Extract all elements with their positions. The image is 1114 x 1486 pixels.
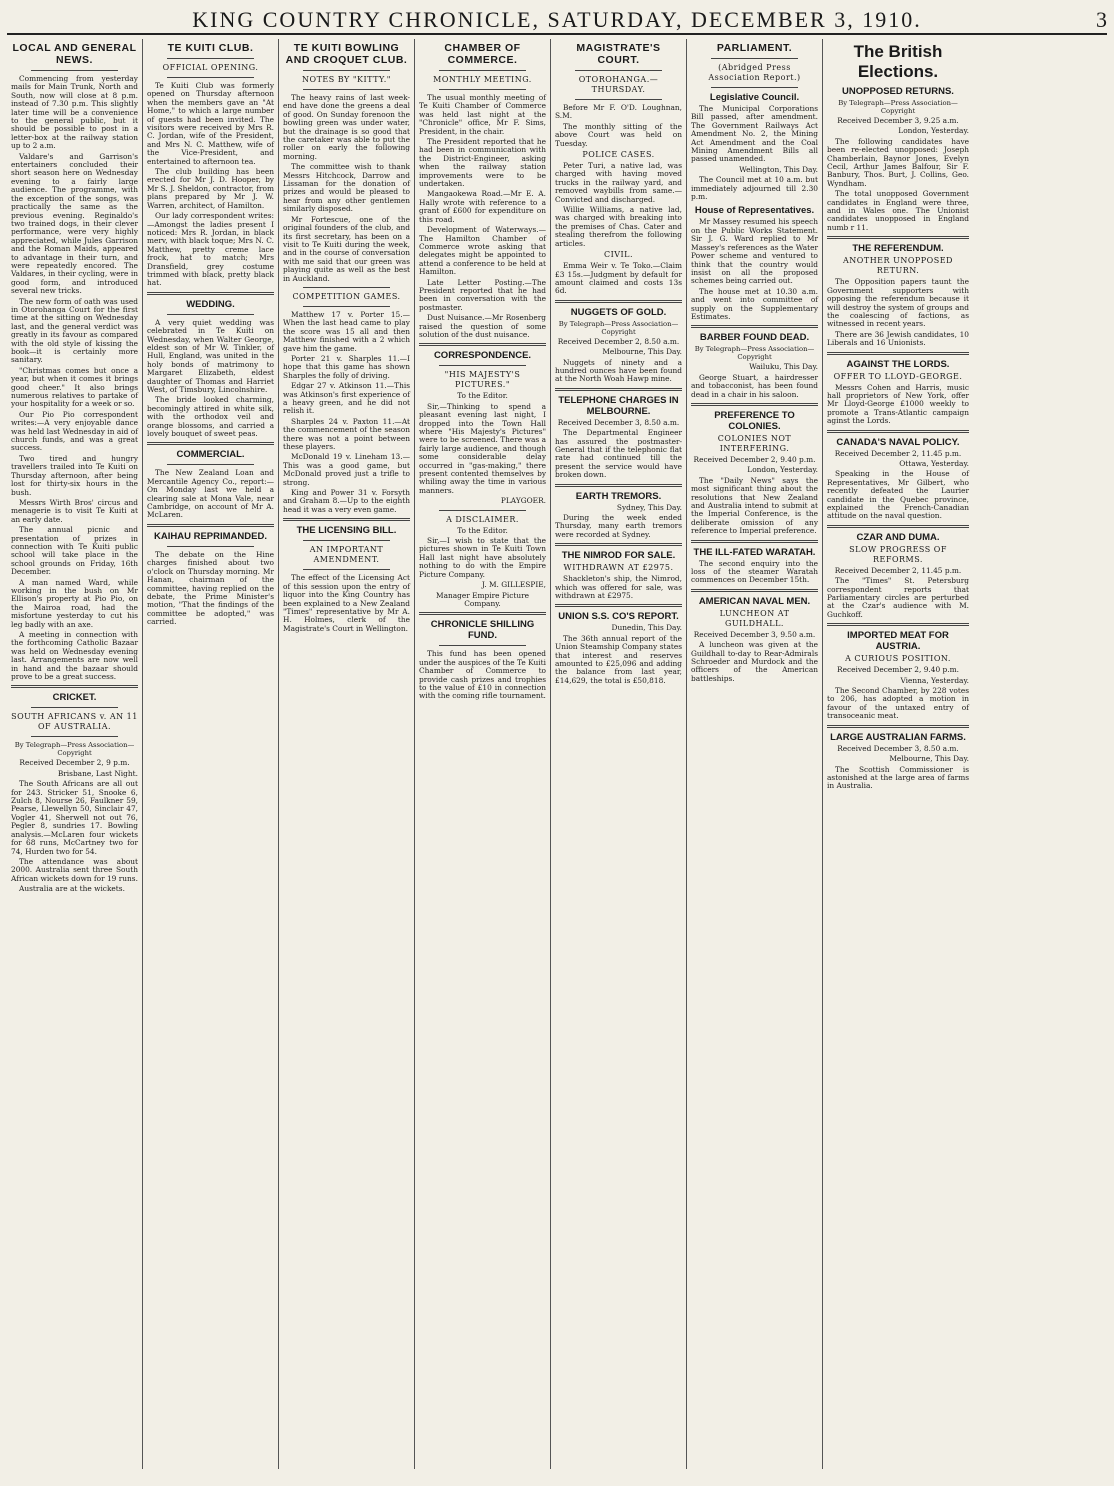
newspaper-page	[7, 5, 1107, 1475]
paragraph: The Council met at 10 a.m. but immediately adjourned till 2.30 p.m.	[691, 175, 818, 202]
paragraph: A luncheon was given at the Guildhall to-day to Rear-Admirals Schroeder and Murdock and the officers of the American battleships.	[691, 640, 818, 683]
masthead-title: KING COUNTRY CHRONICLE, SATURDAY, DECEMBER 3, 1910.	[192, 7, 922, 32]
paragraph: Two tired and hungry travellers trailed into Te Kuiti on Thursday afternoon, after being lost for thirty-six hours in the bush.	[11, 453, 138, 497]
dateline: Sydney, This Day.	[616, 502, 682, 512]
paragraph: The heavy rains of last week-end have done the greens a deal of good. On Sunday forenoon the bowling green was under water, but the drainage is so good that the caretaker was able to put the roller on early the following morning.	[283, 93, 410, 161]
received-line: Received December 2, 11.45 p.m.	[834, 565, 962, 575]
paragraph: The new form of oath was used in Otorohanga Court for the first time at the sitting on Wednesday last, and the general verdict was greatly in its favour as compared with the old style of kissing the book—it is certainly more sanitary.	[11, 296, 138, 365]
headline: LOCAL AND GENERAL NEWS.	[12, 42, 137, 66]
signature-title: Manager Empire Picture Company.	[436, 590, 529, 608]
headline: PARLIAMENT.	[716, 42, 793, 54]
paragraph: McDonald 19 v. Lineham 13.—This was a good game, but McDonald proved just a trifle to strong.	[283, 452, 410, 487]
column-2	[143, 39, 279, 1469]
paragraph: A meeting in connection with the forthcoming Catholic Bazaar was held on Wednesday evening last. Arrangements are now well in hand and the bazaar should prove to be a great success.	[11, 630, 138, 682]
paragraph: Dust Nuisance.—Mr Rosenberg raised the question of some solution of the dust nuisance.	[419, 313, 546, 339]
paragraph: King and Power 31 v. Forsyth and Graham 8.—Up to the eighth head it was a very even game.	[283, 488, 410, 514]
byline: By Telegraph—Press Association—Copyright	[838, 99, 958, 115]
headline: THE LICENSING BILL.	[296, 525, 397, 537]
paragraph: During the week ended Thursday, many earth tremors were recorded at Sydney.	[555, 513, 682, 539]
paragraph: The "Daily News" says the most significant thing about the resolutions that New Zealand and Australia intend to submit at the Imperial Conference, is the deliberate omission of any reference to Imperial preference.	[691, 475, 818, 536]
paragraph: Australia are at the wickets.	[19, 884, 125, 894]
column-7	[823, 39, 973, 1469]
paragraph: The annual picnic and presentation of prizes in connection with Te Kuiti public school will take place in the school grounds on Friday, 16th December.	[11, 525, 138, 577]
subheadline: ANOTHER UNOPPOSED RETURN.	[843, 256, 953, 276]
headline: Legislative Council.	[709, 92, 800, 103]
headline: BARBER FOUND DEAD.	[699, 332, 810, 344]
paragraph: The President reported that he had been in communication with the District-Engineer, asking when the railway station improvements were to be undertaken.	[419, 137, 546, 189]
subheadline: SOUTH AFRICANS v. AN 11 OF AUSTRALIA.	[11, 712, 138, 732]
paragraph: Mr Massey resumed his speech on the Public Works Statement. Sir J. G. Ward replied to Mr Massey's references as the Water Power scheme and ventured to think that the country would insist on all the proposed schemes being carried out.	[691, 217, 818, 286]
paragraph: Mangaokewa Road.—Mr E. A. Hally wrote with reference to a grant of £600 for expenditure on this road.	[419, 189, 546, 224]
subheadline: A DISCLAIMER.	[446, 514, 519, 524]
paragraph: The monthly sitting of the above Court was held on Tuesday.	[555, 121, 682, 148]
paragraph: "Christmas comes but once a year, but when it comes it brings good cheer." It also brings numerous relatives to partake of your hospitality for a week or so.	[11, 365, 138, 409]
headline: PREFERENCE TO COLONIES.	[714, 409, 795, 432]
paragraph: Messrs Cohen and Harris, music hall proprietors of New York, offer Mr Lloyd-George £1000 weekly to promote a Trans-Atlantic campaign aginst the Lords.	[827, 382, 969, 426]
paragraph: The Municipal Corporations Bill passed, after amendment. The Government Railways Act Amendment No. 2, the Mining Act Amendment and the Coal Mining Amendment Bills all passed unamended.	[691, 104, 818, 164]
subheadline: SLOW PROGRESS OF REFORMS.	[849, 544, 947, 564]
subheadline: OFFER TO LLOYD-GEORGE.	[833, 371, 963, 381]
headline: COMMERCIAL.	[176, 449, 245, 461]
salutation: To the Editor.	[457, 525, 508, 535]
salutation: To the Editor.	[457, 391, 508, 401]
dateline: Brisbane, Last Night.	[57, 768, 138, 778]
received-line: Received December 2, 11.45 p.m.	[834, 448, 962, 458]
headline: TE KUITI BOWLING AND CROQUET CLUB.	[285, 42, 408, 66]
page-number: 3	[1096, 7, 1107, 32]
subheadline: OTOROHANGA.—THURSDAY.	[578, 75, 659, 94]
paragraph: The New Zealand Loan and Mercantile Agency Co., report:—On Monday last we held a clearing sale at Mona Vale, near Cambridge, on account of Mr A. McLaren.	[147, 468, 274, 520]
paragraph: The effect of the Licensing Act of this session upon the entry of liquor into the King Country has been explained to a New Zealand "Times" representative by Mr A. H. Holmes, clerk of the Magistrate's Court in Wellington.	[283, 573, 410, 633]
paragraph: The Scottish Commissioner is astonished at the large area of farms in Australia.	[827, 764, 969, 791]
received-line: Received December 2, 9 p.m.	[19, 758, 130, 768]
subheadline: COMPETITION GAMES.	[292, 291, 401, 301]
dateline: London, Yesterday.	[898, 126, 969, 136]
subheadline: NOTES BY "KITTY."	[302, 75, 391, 84]
paragraph: The debate on the Hine charges finished about two o'clock on Thursday morning. Mr Hanan, chairman of the committee, having replied on the debate, the Prime Minister's motion, "That the findings of the committee be adopted," was carried.	[147, 549, 274, 627]
paragraph: Edgar 27 v. Atkinson 11.—This was Atkinson's first experience of a heavy green, and he did not relish it.	[283, 381, 410, 416]
headline: CANADA'S NAVAL POLICY.	[836, 436, 960, 448]
headline: THE REFERENDUM.	[852, 243, 944, 255]
signature: J. M. GILLESPIE,	[481, 580, 546, 590]
subheadline: MONTHLY MEETING.	[433, 75, 532, 84]
paragraph: The house met at 10.30 a.m. and went into committee of supply on the Supplementary Estimates.	[691, 286, 818, 321]
subheadline: OFFICIAL OPENING.	[162, 63, 259, 72]
subheadline: (Abridged Press Association Report.)	[708, 63, 801, 82]
dateline: London, Yesterday.	[747, 465, 818, 475]
dateline: Melbourne, This Day.	[889, 754, 969, 764]
dateline: Dunedin, This Day.	[611, 623, 682, 633]
paragraph: Our Pio Pio correspondent writes:—A very enjoyable dance was held last Wednesday in aid of church funds, and was a great success.	[11, 409, 138, 453]
paragraph: The Opposition papers taunt the Government supporters with opposing the referendum because it will destroy the system of groups and the coalescing of factions, as witnessed in recent years.	[827, 277, 969, 329]
signature: PLAYGOER.	[500, 496, 546, 506]
paragraph: Te Kuiti Club was formerly opened on Thursday afternoon when the members gave an "At Home," to which a large number of guests had been invited. The visitors were received by Mrs R. C. Jordan, wife of the President, and Mrs N. C. Matthew, wife of the Vice-President, and entertained to afternoon tea.	[147, 81, 274, 166]
dateline: Ottawa, Yesterday.	[899, 458, 969, 468]
paragraph: A man named Ward, while working in the bush on Mr Ellison's property at Pio Pio, on the Mairoa road, had the misfortune yesterday to cut his leg badly with an axe.	[11, 577, 138, 629]
byline: By Telegraph—Press Association—Copyright	[694, 345, 815, 362]
headline: CHAMBER OF COMMERCE.	[444, 42, 521, 66]
subheadline: COLONIES NOT INTERFERING.	[717, 433, 792, 453]
dateline: Wellington, This Day.	[739, 164, 818, 174]
headline: KAIHAU REPRIMANDED.	[154, 530, 267, 542]
paragraph: Porter 21 v. Sharples 11.—I hope that this game has shown Sharples the folly of driving.	[283, 353, 410, 380]
paragraph: The usual monthly meeting of Te Kuiti Chamber of Commerce was held last night at the "Chronicle" office, Mr F. Sims, President, in the chair.	[419, 93, 546, 136]
paragraph: The "Times" St. Petersburg correspondent reports that Parliamentary circles are perturbed at the Czar's audience with M. Guchkoff.	[827, 576, 969, 619]
subheadline: A CURIOUS POSITION.	[845, 654, 951, 664]
paragraph: The committee wish to thank Messrs Hitchcock, Darrow and Lissaman for the donation of prizes and would be pleased to hear from any other gentlemen similarly disposed.	[283, 162, 410, 214]
headline: CRICKET.	[52, 692, 97, 704]
received-line: Received December 3, 9.25 a.m.	[837, 116, 959, 125]
paragraph: Late Letter Posting.—The President reported that he had been in conversation with the postmaster.	[419, 277, 546, 312]
section-title: The British Elections.	[853, 42, 943, 81]
masthead	[7, 5, 1107, 35]
column-4	[415, 39, 551, 1469]
paragraph: George Stuart, a hairdresser and tobacconist, has been found dead in a chair in his saloon.	[691, 372, 818, 399]
headline: LARGE AUSTRALIAN FARMS.	[830, 731, 966, 743]
headline: MAGISTRATE'S COURT.	[576, 42, 661, 66]
column-1	[7, 39, 143, 1469]
dateline: Melbourne, This Day.	[602, 347, 682, 357]
paragraph: The total unopposed Government candidates in England were three, and in Wales one. The Unionist candidates unopposed in England numb r 11.	[827, 189, 969, 232]
headline: THE ILL-FATED WARATAH.	[693, 546, 816, 558]
paragraph: The bride looked charming, becomingly attired in white silk, with the orthodox veil and orange blossoms, and carried a lovely bouquet of sweet peas.	[147, 395, 274, 439]
paragraph: Sharples 24 v. Paxton 11.—At the commencement of the season there was not a point between these players.	[283, 416, 410, 452]
paragraph: Matthew 17 v. Porter 15.—When the last head came to play the score was 15 all and then Matthew finished with a 2 which gave him the game.	[283, 309, 410, 353]
paragraph: Sir,—Thinking to spend a pleasant evening last night, I dropped into the Town Hall where "His Majesty's Pictures" were to be screened. There was a fairly large audience, and though some considerable delay occurred in "gas-making," there present contented themselves by whiling away the time in various manners.	[419, 401, 546, 495]
paragraph: Mr Fortescue, one of the original founders of the club, and its first secretary, has been on a visit to Te Kuiti during the week, and in the course of conversation with me said that our green was playing quite as well as the best in Auckland.	[283, 214, 410, 283]
paragraph: Nuggets of ninety and a hundred ounces have been found at the North Woah Hawp mine.	[555, 357, 682, 384]
column-3	[279, 39, 415, 1469]
subheadline: POLICE CASES.	[582, 150, 655, 160]
paragraph: The South Africans are all out for 243. Stricker 51, Snooke 6, Zulch 8, Nourse 26, Faulkner 59, Pearse, Llewellyn 50, Sinclair 47, Vogler 41, Sherwell not out 76, Pegler 8, sundries 17. Bowling analysis.—McLaren four wickets for 68 runs, McCartney two for 74, Hurden two for 54.	[11, 779, 138, 856]
paragraph: Emma Weir v. Te Toko.—Claim £3 15s.—Judgment by default for amount claimed and costs 13s 6d.	[555, 261, 682, 296]
paragraph: The 36th annual report of the Union Steamship Company states that interest and reserves amounted to £25,096 and adding the balance from last year, £14,629, the total is £50,818.	[555, 633, 682, 685]
paragraph: Commencing from yesterday mails for Main Trunk, North and South, now will close at 8 p.m. instead of 7.30 p.m. This slightly later time will be a convenience to the general public, but it should be possible to post in a letter-box at the railway station up to 2 a.m.	[11, 74, 138, 151]
byline: By Telegraph—Press Association—Copyright	[14, 741, 135, 758]
received-line: Received December 2, 9.40 p.m.	[693, 454, 816, 464]
received-line: Received December 2, 9.40 p.m.	[837, 665, 959, 675]
subheadline: WITHDRAWN AT £2975.	[563, 563, 674, 573]
received-line: Received December 3, 8.50 a.m.	[837, 743, 959, 753]
subheadline: CIVIL.	[603, 250, 634, 260]
headline: AMERICAN NAVAL MEN.	[698, 595, 811, 607]
headline: EARTH TREMORS.	[575, 490, 662, 502]
paragraph: This fund has been opened under the auspices of the Te Kuiti Chamber of Commerce to provide cash prizes and trophies to the value of £10 in connection with the coming rifle tournament.	[419, 649, 546, 701]
dateline: Wailuku, This Day.	[749, 362, 818, 372]
paragraph: The following candidates have been re-elected unopposed: Joseph Chamberlain, Baynor Jones, Evelyn Cecil, Arthur James Balfour, Sir F. Banbury, Thos. Burt, J. Collins, Geo. Wyndham.	[827, 136, 969, 188]
paragraph: There are 36 Jewish candidates, 10 Liberals and 16 Unionists.	[827, 329, 969, 348]
paragraph: The second enquiry into the loss of the steamer Waratah commences on December 15th.	[691, 558, 818, 585]
received-line: Received December 3, 9.50 a.m.	[693, 629, 816, 639]
subheadline: AN IMPORTANT AMENDMENT.	[309, 545, 384, 565]
paragraph: Willie Williams, a native lad, was charged with breaking into the premises of Chas. Cater and stealing therefrom the following articles.	[555, 205, 682, 248]
headline: IMPORTED MEAT FOR AUSTRIA.	[847, 630, 949, 653]
paragraph: Valdare's and Garrison's entertainers concluded their short season here on Wednesday evening to a fairly large audience. The programme, with the exception of the songs, was practically the same as the previous evening. Reginaldo's two trained dogs, in their clever performance, were very highly appreciated, while Jules Garrison and the Roman Maids, appeared to advantage in their turn, and were repeatedly encored. The Valdares, in their cycling, were in good form, and introduced several new tricks.	[11, 151, 138, 296]
paragraph: The attendance was about 2000. Australia sent three South African wickets down for 19 runs.	[11, 856, 138, 883]
headline: House of Representatives.	[694, 205, 815, 217]
subheadline: "HIS MAJESTY'S PICTURES."	[444, 370, 521, 390]
paragraph: The Second Chamber, by 228 votes to 206, has adopted a motion in favour of the untaxed entry of transoceanic meat.	[827, 686, 969, 721]
column-6	[687, 39, 823, 1469]
headline: NUGGETS OF GOLD.	[570, 306, 667, 318]
headline: CHRONICLE SHILLING FUND.	[430, 619, 535, 642]
dateline: Vienna, Yesterday.	[900, 675, 969, 685]
paragraph: Before Mr F. O'D. Loughnan, S.M.	[555, 103, 682, 121]
paragraph: Shackleton's ship, the Nimrod, which was offered for sale, was withdrawn at £2975.	[555, 574, 682, 601]
headline: TE KUITI CLUB.	[167, 42, 254, 54]
paragraph: Development of Waterways.—The Hamilton Chamber of Commerce wrote asking that delegates might be appointed to attend a conference to be held at Hamilton.	[419, 225, 546, 277]
headline: CORRESPONDENCE.	[433, 350, 532, 362]
paragraph: Sir,—I wish to state that the pictures shown in Te Kuiti Town Hall last night have absolutely nothing to do with the Empire Picture Company.	[419, 536, 546, 579]
paragraph: Speaking in the House of Representatives, Mr Gilbert, who recently defeated the Laurier candidate in the Quebec province, explained the French-Canadian attitude on the naval question.	[827, 469, 969, 521]
paragraph: The club building has been erected for Mr J. D. Hooper, by Mr S. J. Sheldon, contractor, from plans prepared by Mr J. W. Warren, architect, of Hamilton.	[147, 167, 274, 210]
headline: AGAINST THE LORDS.	[846, 358, 950, 370]
subheadline: LUNCHEON AT GUILDHALL.	[719, 608, 790, 628]
paragraph: Messrs Wirth Bros' circus and menagerie is to visit Te Kuiti at an early date.	[11, 497, 138, 524]
paragraph: The Departmental Engineer has assured the postmaster-General that if the telephonic flat rate had continued till the present the service would have broken down.	[555, 428, 682, 480]
headline: TELEPHONE CHARGES IN MELBOURNE.	[558, 394, 679, 417]
paragraph: Our lady correspondent writes:—Amongst the ladies present I noticed: Mrs R. Jordan, in black merv, with black toque; Mrs N. C. Matthew, pretty creme lace frock, hat to match; Mrs Dransfield, grey costume trimmed with black, pretty black hat.	[147, 211, 274, 288]
received-line: Received December 2, 8.50 a.m.	[557, 336, 680, 346]
paragraph: A very quiet wedding was celebrated in Te Kuiti on Wednesday, when Walter George, eldest son of Mr W. Tinkler, of Hull, England, was united in the holy bonds of matrimony to Margaret Elizabeth, eldest daughter of Thomas and Harriet West, of Timsbury, Lincolnshire.	[147, 317, 274, 394]
headline: UNOPPOSED RETURNS.	[842, 86, 954, 97]
headline: WEDDING.	[186, 298, 235, 310]
received-line: Received December 3, 8.50 a.m.	[557, 417, 680, 427]
headline: THE NIMROD FOR SALE.	[561, 550, 676, 562]
headline: UNION S.S. CO'S REPORT.	[558, 611, 679, 623]
column-5	[551, 39, 687, 1469]
byline: By Telegraph—Press Association—Copyright	[558, 319, 679, 336]
paragraph: Peter Turi, a native lad, was charged with having moved trucks in the railway yard, and removed waybills from same.—Convicted and discharged.	[555, 161, 682, 204]
headline: CZAR AND DUMA.	[856, 531, 940, 543]
